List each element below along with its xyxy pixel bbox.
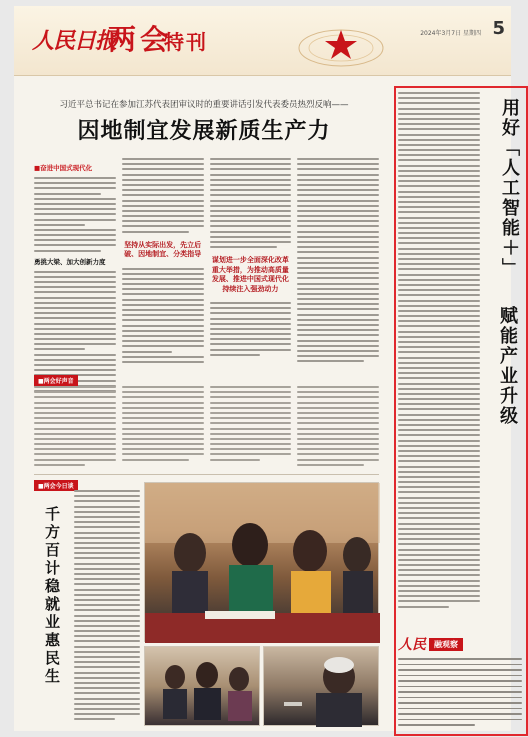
- issue-date: 2024年3月7日 星期四: [420, 30, 481, 37]
- ai-article-title: 用好「人工智能＋」: [499, 98, 520, 278]
- star-emblem-icon: [296, 18, 386, 64]
- article-column: [210, 158, 292, 368]
- commentary-title: 千方百计稳就业惠民生: [43, 506, 61, 686]
- article-column: [34, 158, 116, 368]
- newspaper-logo: 人民日报: [32, 28, 117, 54]
- delegate-speaking-image: [264, 647, 380, 727]
- voices-band: [34, 386, 379, 471]
- commentary-body: [74, 490, 140, 720]
- ai-article-subtitle: 赋能产业升级: [497, 306, 518, 426]
- session-photo: [144, 646, 260, 726]
- lead-article-body: [34, 158, 379, 368]
- voice-column: [297, 386, 379, 471]
- observation-brand: [398, 634, 522, 654]
- people-logo: 人民: [398, 637, 426, 653]
- session-photo: [144, 482, 379, 642]
- ai-article-body: [398, 92, 480, 620]
- photo-group: [144, 482, 379, 726]
- page-number: 5: [492, 18, 505, 39]
- session-photo: [263, 646, 379, 726]
- delegates-meeting-image: [145, 483, 380, 643]
- voice-column: [210, 386, 292, 471]
- section-subhead: ■奋进中国式现代化: [34, 164, 93, 172]
- pull-quote: 坚持从实际出发，先立后破、因地制宜、分类指导: [124, 240, 202, 259]
- delegates-discussion-image: [145, 647, 261, 727]
- commentary-section-tag: ■两会今日谈: [34, 480, 78, 491]
- section-subhead: 勇挑大梁、加大创新力度: [34, 257, 106, 266]
- pull-quote: 谋划进一步全面深化改革重大举措，为推动高质量发展、推进中国式现代化持续注入强劲动力: [211, 256, 289, 293]
- voice-column: [122, 386, 204, 471]
- masthead: [14, 6, 511, 76]
- article-column: [122, 158, 204, 368]
- special-edition-title: 两会: [108, 23, 173, 56]
- article-column: [297, 158, 379, 368]
- newspaper-page: [14, 6, 520, 731]
- main-headline: 因地制宜发展新质生产力: [77, 119, 331, 144]
- voice-column: [34, 386, 116, 471]
- headline-kicker: 习近平总书记在参加江苏代表团审议时的重要讲话引发代表委员热烈反响——: [59, 100, 349, 110]
- observation-label: 融观察: [429, 638, 463, 651]
- observation-notes: [398, 658, 522, 730]
- band-section-tag: ■两会好声音: [34, 375, 78, 386]
- special-edition-subtitle: 特刊: [164, 30, 208, 54]
- section-divider: [34, 474, 379, 475]
